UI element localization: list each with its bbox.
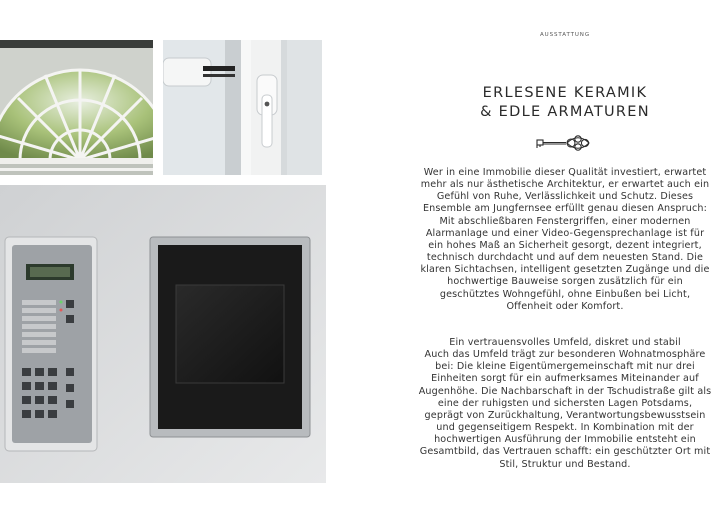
paragraph-line: Gesamtbild, das Vertrauen schafft: ein geschützter Ort mit xyxy=(419,446,711,458)
paragraph-line: klaren Sichtachsen, intelligent gesetzten Zugänge und die xyxy=(420,264,710,276)
paragraph-line: Gefühl von Ruhe, Verlässlichkeit und Schutz. Dieses xyxy=(436,191,694,203)
section-eyebrow: AUSSTATTUNG xyxy=(540,32,590,38)
paragraph-line: Ensemble am Jungfernsee erfüllt genau diesen Anspruch: xyxy=(422,203,708,215)
paragraph-line: und gegenseitigem Respekt. In Kombination mit der xyxy=(436,422,694,434)
paragraph-line: mehr als nur ästhetische Architektur, er erwartet auch ein xyxy=(420,179,710,191)
paragraph-line: geprägt von Zurückhaltung, Verantwortungsbewusstsein xyxy=(424,409,706,421)
paragraph-line: eine der ruhigsten und sichersten Lagen Potsdams, xyxy=(437,397,693,409)
paragraph-subheading: Ein vertrauensvolles Umfeld, diskret und stabil xyxy=(449,337,681,348)
photo-arched-window xyxy=(0,40,153,175)
key-icon xyxy=(536,134,592,156)
paragraph-line: hochwertigen Ausführung der Immobilie entsteht ein xyxy=(434,434,696,446)
paragraph-line: Wer in eine Immobilie dieser Qualität investiert, erwartet xyxy=(423,167,707,178)
paragraph-line: technisch durchdacht und auf dem neuesten Stand. Die xyxy=(426,252,704,264)
paragraph-line: Stil, Struktur und Bestand. xyxy=(499,458,631,470)
paragraph-line: Auch das Umfeld trägt zur besonderen Wohnatmosphäre xyxy=(424,349,706,361)
body-paragraph-2 xyxy=(400,337,720,471)
title-line-2: & EDLE ARMATUREN xyxy=(480,104,650,120)
paragraph-line: hochwertige Bauweise sorgen zusätzlich für ein xyxy=(447,276,683,288)
paragraph-line: bei: Die kleine Eigentümergemeinschaft mit nur drei xyxy=(435,361,695,373)
title-line-1: ERLESENE KERAMIK xyxy=(482,85,648,101)
photo-window-handle xyxy=(163,40,322,175)
paragraph-line: Offenheit oder Komfort. xyxy=(506,300,624,312)
paragraph-line: geschütztes Wohngefühl, ohne Einbußen bei Licht, xyxy=(439,288,691,300)
paragraph-line: Einheiten sorgt für ein aufmerksames Miteinander auf xyxy=(431,373,699,385)
paragraph-line: ein hohes Maß an Sicherheit gesorgt, dezent integriert, xyxy=(428,239,702,251)
paragraph-line: Augenhöhe. Die Nachbarschaft in der Tschudistraße gilt als xyxy=(418,385,712,397)
paragraph-line: Mit abschließbaren Fenstergriffen, einer modernen xyxy=(439,215,691,227)
body-paragraph-1 xyxy=(400,167,720,313)
photo-alarm-and-intercom xyxy=(0,185,326,483)
page-title xyxy=(400,84,720,122)
paragraph-line: Alarmanlage und einer Video-Gegensprechanlage ist für xyxy=(425,227,705,239)
